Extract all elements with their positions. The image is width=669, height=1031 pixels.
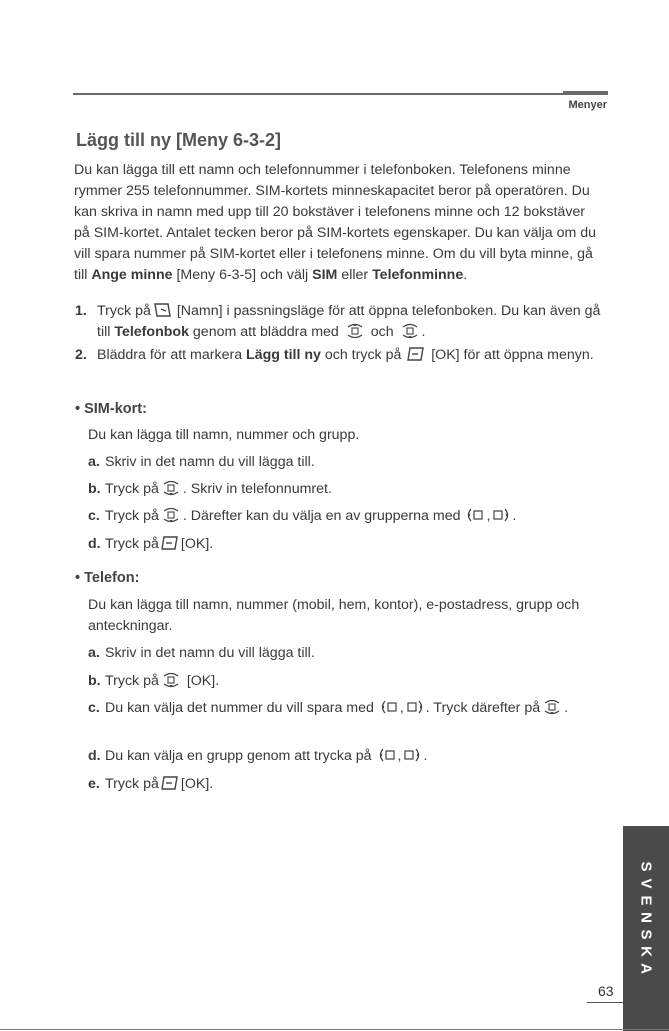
nav-left-key-icon <box>378 747 396 763</box>
nav-right-key-icon <box>492 507 510 523</box>
language-tab <box>623 826 669 1031</box>
nav-down-key-icon <box>161 672 181 688</box>
step-number: 2. <box>75 347 87 363</box>
item-letter: b. <box>88 673 101 689</box>
item-letter: d. <box>88 536 101 552</box>
page-number: 63 <box>598 983 614 999</box>
item-text: Tryck på . Därefter kan du välja en av grupperna med , . <box>105 508 517 524</box>
item-letter: b. <box>88 481 101 497</box>
phone-intro: Du kan lägga till namn, nummer (mobil, hem, kontor), e-postadress, grupp och anteckningar. <box>88 597 580 634</box>
item-text: Tryck på [OK]. <box>105 673 220 689</box>
item-text: Skriv in det namn du vill lägga till. <box>105 645 315 661</box>
page-title: Lägg till ny [Meny 6-3-2] <box>76 130 282 150</box>
item-letter: a. <box>88 645 100 661</box>
nav-down-key-icon <box>542 699 562 715</box>
item-letter: c. <box>88 700 100 716</box>
tab-letter: S <box>637 861 655 872</box>
tab-letter: S <box>637 929 655 940</box>
footer-rule <box>0 1029 669 1030</box>
nav-down-key-icon <box>161 507 181 523</box>
tab-letter: K <box>637 946 655 957</box>
header-rule <box>73 93 608 95</box>
tab-letter: N <box>637 912 655 923</box>
left-soft-key-icon <box>161 535 179 551</box>
nav-down-key-icon <box>161 480 181 496</box>
nav-left-key-icon <box>380 699 398 715</box>
sim-heading: • SIM-kort: <box>75 401 147 417</box>
nav-left-key-icon <box>466 507 484 523</box>
item-text: Tryck på . Skriv in telefonnumret. <box>105 481 332 497</box>
item-letter: d. <box>88 748 101 764</box>
left-soft-key-icon <box>161 775 179 791</box>
step-text: Tryck på [Namn] i passningsläge för att öppna telefonboken. Du kan även gå till Telefonbok genom att bläddra med och . <box>97 303 601 340</box>
left-soft-key-icon <box>407 346 425 362</box>
right-soft-key-icon <box>153 302 171 318</box>
item-text: Tryck på [OK]. <box>105 536 214 552</box>
sim-intro: Du kan lägga till namn, nummer och grupp. <box>88 427 360 443</box>
intro-paragraph: Du kan lägga till ett namn och telefonnummer i telefonboken. Telefonens minne rymmer 255 telefonnummer. SIM-kortets minneskapacitet beror på operatören. Du kan skriva in namn med upp till 20 bokstäver i telefonens minne och 12 bokstäver på SIM-kortet. Antalet tecken beror på SIM-kortets egenskaper. Du kan välja om du vill spara nummer på SIM-kortet eller i telefonens minne. Om du vill byta minne, gå till Ange minne [Meny 6-3-5] och välj SIM eller Telefonminne. <box>74 162 597 283</box>
nav-right-key-icon <box>406 699 424 715</box>
item-text: Du kan välja en grupp genom att trycka på , . <box>105 748 428 764</box>
item-letter: e. <box>88 776 100 792</box>
item-letter: c. <box>88 508 100 524</box>
phone-heading: • Telefon: <box>75 570 140 586</box>
tab-letter: A <box>637 963 655 974</box>
section-label: Menyer <box>568 99 607 111</box>
tab-letter: V <box>637 878 655 889</box>
item-letter: a. <box>88 454 100 470</box>
step-number: 1. <box>75 303 87 319</box>
item-text: Skriv in det namn du vill lägga till. <box>105 454 315 470</box>
nav-up-down-key-icon <box>345 323 365 339</box>
item-text: Tryck på [OK]. <box>105 776 214 792</box>
step-text: Bläddra för att markera Lägg till ny och tryck på [OK] för att öppna menyn. <box>97 347 594 363</box>
nav-right-key-icon <box>403 747 421 763</box>
language-tab-label <box>623 858 669 977</box>
item-text: Du kan välja det nummer du vill spara med , . Tryck därefter på . <box>105 700 569 716</box>
header-rule-tab <box>563 91 608 95</box>
tab-letter: E <box>637 895 655 906</box>
nav-down-key-icon <box>400 323 420 339</box>
page-number-rule <box>587 1002 623 1003</box>
